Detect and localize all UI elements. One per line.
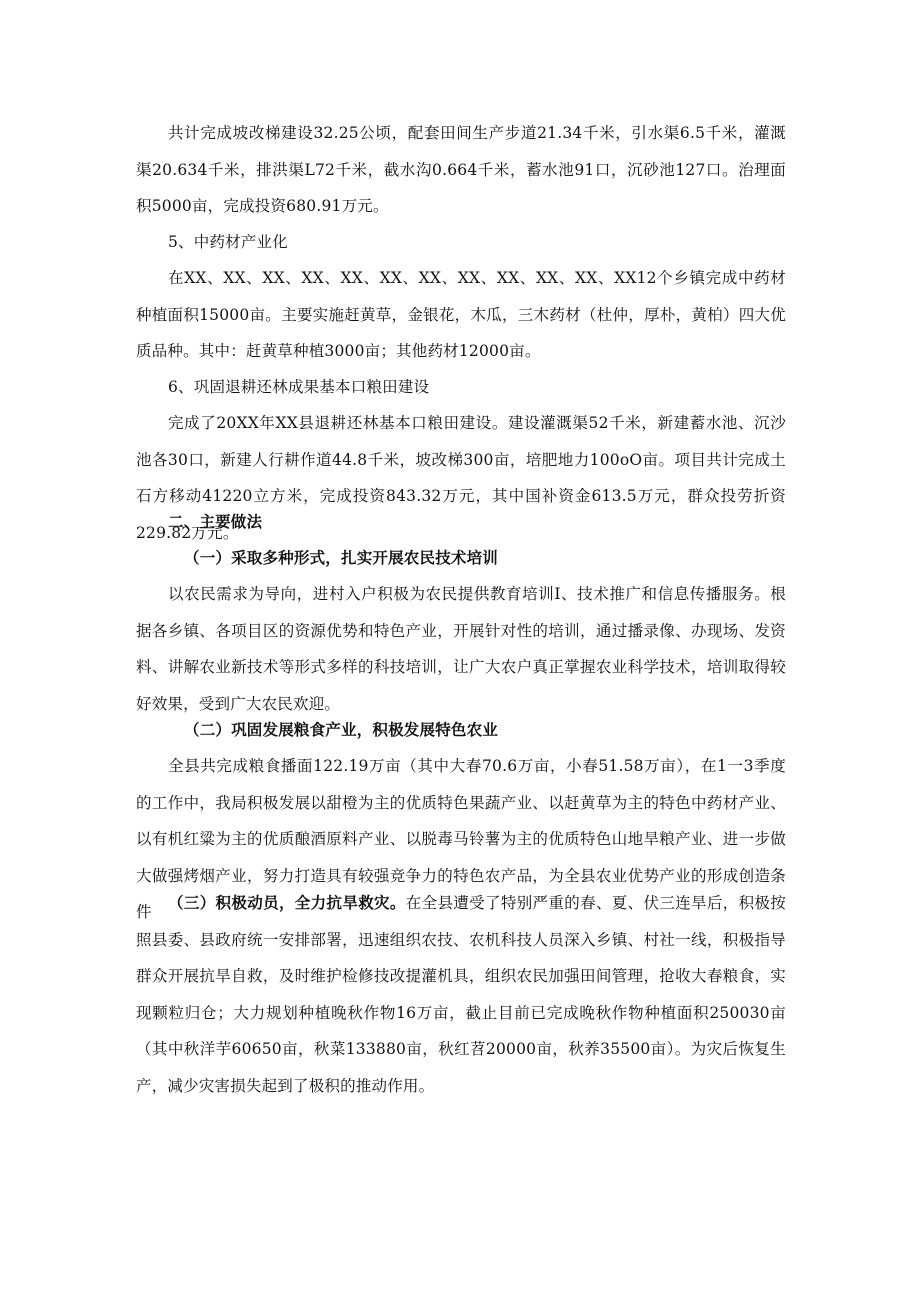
paragraph-grain-field: 完成了20XX年XX县退耕还林基本口粮田建设。建设灌溉渠52千米，新建蓄水池、沉沙池各30口，新建人行耕作道44.8千米，坡改梯300亩，培肥地力100oO亩。项目共计完成土石方移动41220立方米，完成投资843.32万元，其中国补资金613.5万元，群众投劳折资229.82万元。 [136,414,786,542]
heading-main-practices: 二、主要做法 [168,512,263,531]
heading-herbal-industry: 5、中药材产业化 [168,233,288,251]
paragraph-drought-relief [136,885,786,1104]
paragraph-slope-terrace: 共计完成坡改梯建设32.25公顷，配套田间生产步道21.34千米，引水渠6.5千米，灌溉渠20.634千米，排洪渠L72千米，截水沟0.664千米，蓄水池91口，沉砂池127口。治理面积5000亩，完成投资680.91万元。 [136,124,786,215]
paragraph-herbal-industry: 在XX、XX、XX、XX、XX、XX、XX、XX、XX、XX、XX、XX12个乡镇完成中药材种植面积15000亩。主要实施赶黄草，金银花，木瓜，三木药材（杜仲，厚朴，黄柏）四大优质品种。其中：赶黄草种植3000亩；其他药材12000亩。 [136,269,786,360]
drought-relief-body: 在全县遭受了特别严重的春、夏、伏三连旱后，积极按照县委、县政府统一安排部署，迅速组织农技、农机科技人员深入乡镇、村社一线，积极指导群众开展抗旱自救，及时维护检修技改提灌机具，组织农民加强田间管理，抢收大春粮食，实现颗粒归仓；大力规划种植晚秋作物16万亩，截止目前已完成晚秋作物种植面积250030亩（其中秋洋芋60650亩，秋菜133880亩，秋红苕20000亩，秋养35500亩）。为灾后恢复生产，减少灾害损失起到了极积的推动作用。 [136,894,786,1095]
paragraph-training: 以农民需求为导向，进村入户积极为农民提供教育培训I、技术推广和信息传播服务。根据各乡镇、各项目区的资源优势和特色产业，开展针对性的培训，通过播录像、办现场、发资料、讲解农业新技术等形式多样的科技培训，让广大农户真正掌握农业科学技术，培训取得较好效果，受到广大农民欢迎。 [136,585,786,713]
paragraph-grain-industry: 全县共完成粮食播面122.19万亩（其中大春70.6万亩，小春51.58万亩），在1一3季度的工作中，我局积极发展以甜橙为主的优质特色果蔬产业、以赶黄草为主的特色中药材产业、以有机红粱为主的优质酿酒原料产业、以脱毒马铃薯为主的优质特色山地旱粮产业、进一步做大做强烤烟产业，努力打造具有较强竞争力的特色农产品，为全县农业优势产业的形成创造条件 [136,757,786,921]
heading-grain-field: 6、巩固退耕还林成果基本口粮田建设 [168,378,430,396]
subheading-training: （一）采取多种形式，扎实开展农民技术培训 [184,548,499,567]
subheading-grain-industry: （二）巩固发展粮食产业，积极发展特色农业 [184,720,499,739]
drought-relief-title: （三）积极动员，全力抗旱救灾。 [168,893,406,912]
